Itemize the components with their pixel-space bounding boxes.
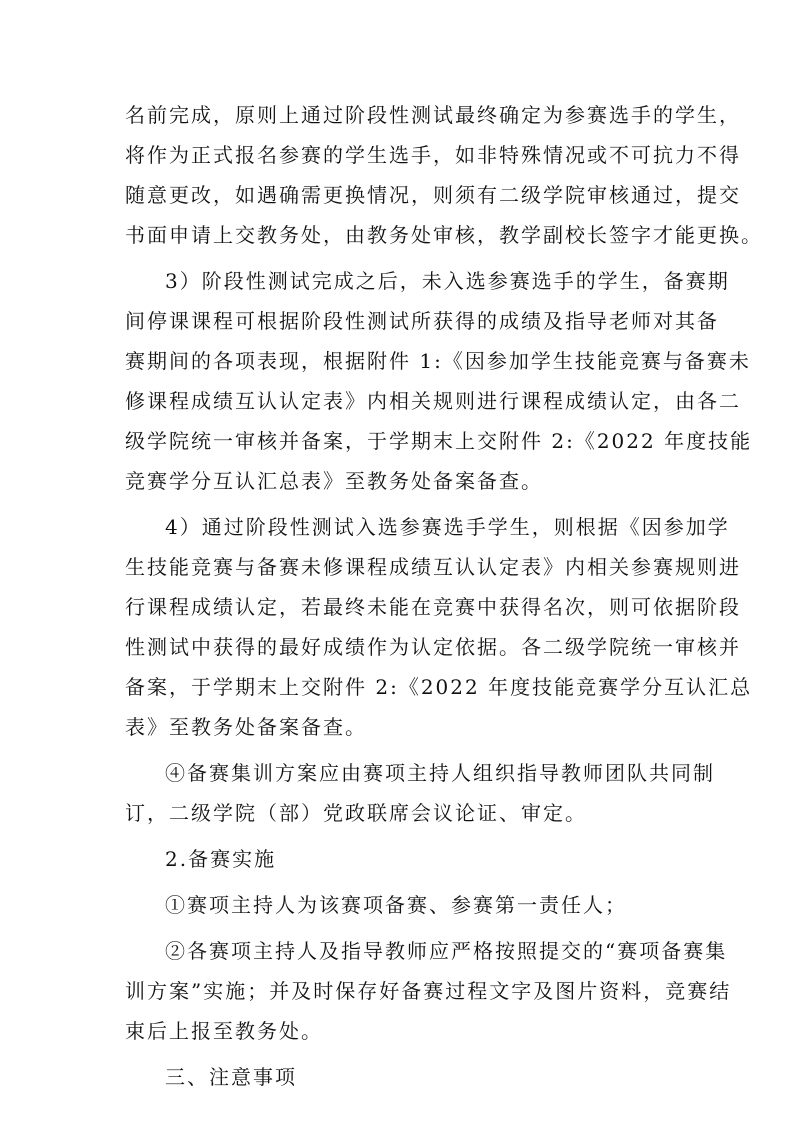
text-line: 订，二级学院（部）党政联席会议论证、审定。 xyxy=(125,801,587,825)
paragraph-circled-2 xyxy=(125,931,732,1051)
text-line: 修课程成绩互认认定表》内相关规则进行课程成绩认定，由各二 xyxy=(125,389,741,413)
text-line: 训方案”实施；并及时保存好备赛过程文字及图片资料，竞赛结 xyxy=(125,979,732,1003)
text-line: 书面申请上交教务处，由教务处审核，教学副校长签字才能更换。 xyxy=(125,223,763,247)
section-heading: 2.备赛实施 xyxy=(165,847,277,871)
text-line: 将作为正式报名参赛的学生选手，如非特殊情况或不可抗力不得 xyxy=(125,143,741,167)
text-line: 级学院统一审核并备案，于学期末上交附件 2:《2022 年度技能 xyxy=(125,429,753,453)
text-line: 行课程成绩认定，若最终未能在竞赛中获得名次，则可依据阶段 xyxy=(125,595,741,619)
text-line: 性测试中获得的最好成绩作为认定依据。各二级学院统一审核并 xyxy=(125,635,741,659)
text-line: 间停课课程可根据阶段性测试所获得的成绩及指导老师对其备 xyxy=(125,309,719,333)
text-line: 备案，于学期末上交附件 2:《2022 年度技能竞赛学分互认汇总 xyxy=(125,675,753,699)
section-heading: 三、注意事项 xyxy=(165,1065,297,1089)
text-line: 竞赛学分互认汇总表》至教务处备案备查。 xyxy=(125,469,543,493)
text-line: 3）阶段性测试完成之后，未入选参赛选手的学生，备赛期 xyxy=(165,269,730,293)
text-line: ①赛项主持人为该赛项备赛、参赛第一责任人； xyxy=(165,893,627,917)
text-line: ④备赛集训方案应由赛项主持人组织指导教师团队共同制 xyxy=(165,761,715,785)
text-line: ②各赛项主持人及指导教师应严格按照提交的“赛项备赛集 xyxy=(165,939,728,963)
text-line: 表》至教务处备案备查。 xyxy=(125,715,367,739)
text-line: 4）通过阶段性测试入选参赛选手学生，则根据《因参加学 xyxy=(165,515,730,539)
text-line: 赛期间的各项表现，根据附件 1:《因参加学生技能竞赛与备赛未 xyxy=(125,349,751,373)
heading-preparation-implementation xyxy=(125,839,693,879)
paragraph-item-3 xyxy=(125,261,753,501)
paragraph-circled-1 xyxy=(125,885,693,925)
paragraph-item-4 xyxy=(125,507,753,747)
paragraph-circled-4 xyxy=(125,753,715,833)
text-line: 生技能竞赛与备赛未修课程成绩互认认定表》内相关参赛规则进 xyxy=(125,555,741,579)
text-line: 束后上报至教务处。 xyxy=(125,1019,323,1043)
text-line: 名前完成，原则上通过阶段性测试最终确定为参赛选手的学生， xyxy=(125,103,741,127)
paragraph-registration-continued xyxy=(125,95,763,255)
heading-notes xyxy=(125,1057,693,1097)
text-line: 随意更改，如遇确需更换情况，则须有二级学院审核通过，提交 xyxy=(125,183,741,207)
